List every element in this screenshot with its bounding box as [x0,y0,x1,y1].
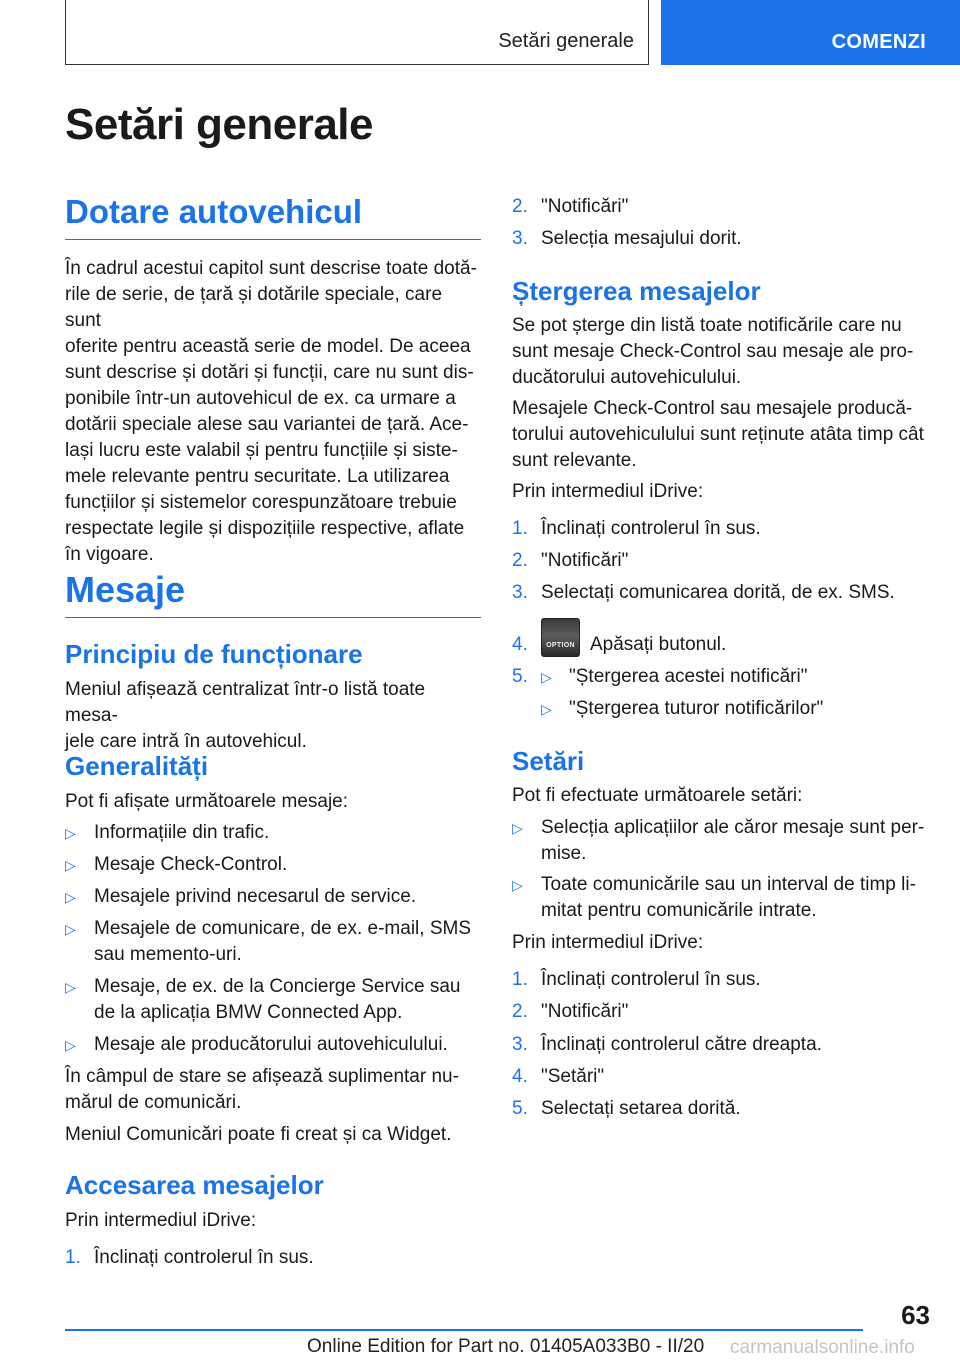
heading-principiu: Principiu de funcționare [65,639,363,669]
stergerea-paragraph-1 [512,313,930,391]
heading-accesarea: Accesarea mesajelor [65,1170,324,1200]
bullet-triangle-icon: ▷ [65,857,76,873]
step-number: 3. [512,582,528,603]
step-number: 4. [512,634,528,655]
step-number: 1. [512,969,528,990]
list-item [65,974,481,1026]
step-item [512,664,930,690]
text-line: mărul de comunicări. [65,1092,242,1113]
step-text: "Notificări" [541,550,629,571]
bullet-triangle-icon: ▷ [512,877,523,893]
step-item [512,580,930,606]
accesarea-intro: Prin intermediul iDrive: [65,1210,257,1231]
stergerea-intro: Prin intermediul iDrive: [512,481,704,502]
bullet-text: Mesajele privind necesarul de service. [94,886,417,907]
section-title: Setări generale [498,30,634,52]
text-line: sunt mesaje Check-Control sau mesaje ale pro- [512,341,914,362]
heading-dotare-autovehicul: Dotare autovehicul [65,193,481,240]
bullet-text: Toate comunicările sau un interval de timp li- [541,874,916,895]
footer-divider [65,1329,863,1331]
text-line: În câmpul de stare se afișează suplimentar nu- [65,1066,459,1087]
text-line: ducătorului autovehiculului. [512,367,742,388]
page-title: Setări generale [65,100,373,149]
step-item [512,1032,930,1058]
step-text: Înclinați controlerul în sus. [541,969,761,990]
bullet-triangle-icon: ▷ [541,701,552,717]
text-line: rile de serie, de țară și dotările speciale, care sunt [65,284,443,331]
step-text: "Notificări" [541,196,629,217]
text-line: Meniul afișează centralizat într-o listă toate mesa- [65,679,426,726]
bullet-triangle-icon: ▷ [541,669,552,685]
list-item [65,820,481,846]
text-line: lași lucru este valabil și pentru funcțiile și siste- [65,440,458,461]
step-text: Selecția mesajului dorit. [541,228,742,249]
bullet-text: mise. [541,843,587,864]
setari-intro-2: Prin intermediul iDrive: [512,932,704,953]
text-line: sunt relevante. [512,450,637,471]
bullet-triangle-icon: ▷ [65,921,76,937]
bullet-text: Selecția aplicațiilor ale căror mesaje sunt per- [541,817,925,838]
list-item [65,1032,481,1058]
page-header [0,0,960,65]
step-item [512,226,930,252]
heading-generalitati: Generalități [65,751,209,781]
list-item [65,916,481,968]
text-line: ponibile într-un autovehicul de ex. ca urmare a [65,388,456,409]
watermark: carmanualsonline.info [730,1337,915,1358]
step-item [65,1245,481,1271]
step-item [512,999,930,1025]
bullet-triangle-icon: ▷ [512,820,523,836]
status-field-paragraph [65,1064,481,1116]
step-number: 1. [65,1247,81,1268]
step-text: Înclinați controlerul către dreapta. [541,1034,822,1055]
step-text: Apăsați butonul. [590,634,727,655]
bullet-text: sau memento-uri. [94,944,242,965]
step-number: 3. [512,1034,528,1055]
option-icon-label: OPTION [546,642,575,649]
text-line: Se pot șterge din listă toate notificările care nu [512,315,902,336]
list-item [65,852,481,878]
step-text: Înclinați controlerul în sus. [541,518,761,539]
bullet-text: "Ștergerea tuturor notificărilor" [569,698,824,719]
step-text: Selectați comunicarea dorită, de ex. SMS. [541,582,895,603]
step-item [512,194,930,220]
step-text: "Setări" [541,1066,605,1087]
text-line: în vigoare. [65,544,154,565]
text-line: jele care intră în autovehicul. [65,731,307,752]
bullet-text: Informațiile din trafic. [94,822,270,843]
bullet-text: de la aplicația BMW Connected App. [94,1002,403,1023]
step-text: "Notificări" [541,1001,629,1022]
bullet-text: Mesajele de comunicare, de ex. e-mail, SMS [94,918,471,939]
list-item [512,872,930,924]
text-line: oferite pentru această serie de model. De aceea [65,336,471,357]
step-number: 2. [512,1001,528,1022]
chapter-tab [661,0,960,65]
step-item [512,967,930,993]
list-item [65,884,481,910]
option-button-icon [541,618,580,657]
heading-mesaje: Mesaje [65,569,481,618]
bullet-text: Mesaje, de ex. de la Concierge Service sau [94,976,461,997]
text-line: Mesajele Check-Control sau mesajele producă- [512,398,913,419]
sub-list-item [512,696,930,722]
step-item [512,632,930,658]
step-number: 2. [512,550,528,571]
bullet-triangle-icon: ▷ [65,979,76,995]
step-number: 5. [512,666,528,687]
heading-setari: Setări [512,746,585,776]
generalitati-intro: Pot fi afișate următoarele mesaje: [65,791,349,812]
bullet-text: Mesaje ale producătorului autovehiculului. [94,1034,448,1055]
page-number: 63 [901,1300,930,1330]
step-number: 3. [512,228,528,249]
text-line: funcțiilor și sistemelor corespunzătoare trebuie [65,492,457,513]
text-line: dotării speciale alese sau variantei de țară. Ace- [65,414,469,435]
step-number: 5. [512,1098,528,1119]
step-number: 1. [512,518,528,539]
bullet-text: Mesaje Check-Control. [94,854,288,875]
bullet-triangle-icon: ▷ [65,1037,76,1053]
list-item [512,815,930,867]
text-line: respectate legile și dispozițiile respective, aflate [65,518,465,539]
step-text: Selectați setarea dorită. [541,1098,741,1119]
text-line: torului autovehiculului sunt reținute atâta timp cât [512,424,924,445]
step-item [512,1096,930,1122]
step-number: 2. [512,196,528,217]
step-number: 4. [512,1066,528,1087]
text-line: sunt descrise și dotări și funcții, care nu sunt dis- [65,362,474,383]
principiu-paragraph [65,677,481,755]
chapter-tab-label: COMENZI [831,31,926,53]
step-text: Înclinați controlerul în sus. [94,1247,314,1268]
step-text: "Ștergerea acestei notificări" [569,666,808,687]
footer-edition: Online Edition for Part no. 01405A033B0 - II/20 [307,1336,705,1357]
step-item [512,1064,930,1090]
text-line: mele relevante pentru securitate. La utilizarea [65,466,450,487]
text-line: În cadrul acestui capitol sunt descrise toate dotă- [65,258,477,279]
setari-intro: Pot fi efectuate următoarele setări: [512,785,803,806]
dotare-paragraph [65,256,481,568]
heading-stergerea: Ștergerea mesajelor [512,276,761,306]
step-item [512,516,930,542]
bullet-triangle-icon: ▷ [65,889,76,905]
section-header-box [65,0,649,65]
bullet-text: mitat pentru comunicările intrate. [541,900,817,921]
stergerea-paragraph-2 [512,396,930,474]
bullet-triangle-icon: ▷ [65,825,76,841]
widget-paragraph: Meniul Comunicări poate fi creat și ca Widget. [65,1124,452,1145]
step-item [512,548,930,574]
